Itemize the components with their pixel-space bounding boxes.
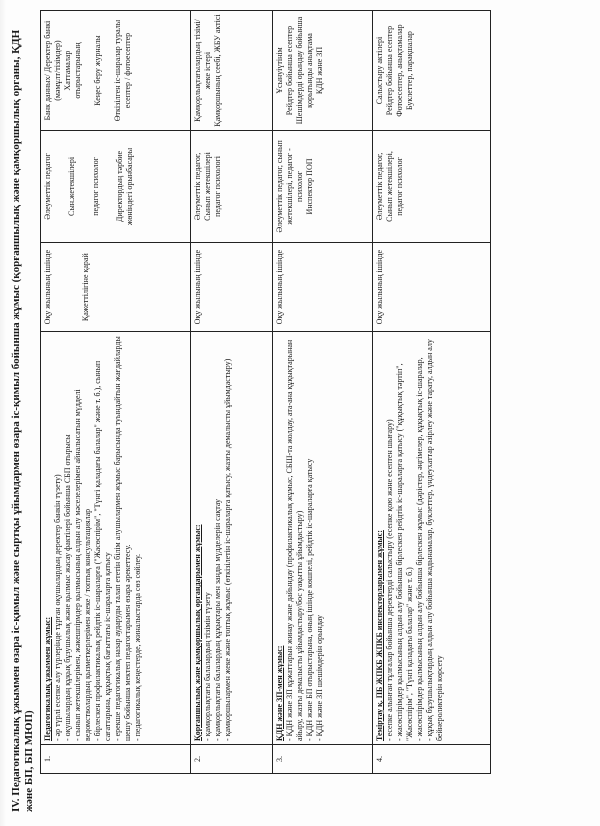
- document-text: Қамқорлықтағылардың тізімі/жеке істері: [193, 19, 212, 122]
- activity-line: - әр түрлі есепке алу түрлерінде тұрған оқушылардың деректер банкін түзету): [53, 474, 62, 742]
- term-text: Оқу жылының ішінде: [193, 249, 202, 325]
- activity-line: - құқық бұзушылықтардың алдын алу бойынша жадынамалар, буклеттер, үндеухаттар әзірлеу және тарату, алдын алу бейнероликтерін көрсету: [425, 339, 444, 742]
- document-text: Кеңес беру журналы: [93, 35, 102, 106]
- responsible-text: Сын.жетекшілері: [67, 156, 76, 216]
- activity-line: - қамқорлықтағы балалардың құқықтары мен заңды мүдделерін сақтау: [213, 499, 222, 742]
- document-text: Рейдтер бойынша есептер: [285, 25, 294, 116]
- activity-line: - ҚДН және ЗП құжаттарын жинау және дайындау (профилактикалық жұмыс, СБШ-та жолдау, ата-ана құқықтарынан айыру, жазғы демалысты ұйымдастыру/бос уақытты ұйымдастыру): [285, 339, 304, 742]
- row-number: 2.: [191, 745, 273, 774]
- activity-line: - ҚДН және БП отырыстарына, оның ішінде көшпелі, рейдтік іс-шараларға қатысу: [305, 458, 314, 742]
- activity-heading: Қорғаншылық және қамқоршылық органдарымен жұмыс:: [193, 524, 202, 742]
- term-text: [53, 246, 67, 329]
- spacer: [83, 14, 93, 127]
- document-cell: [273, 11, 373, 131]
- activity-line: - бірлескен профилактикалық рейдтік іс-шараларға ("Жасөспірім", "Түнгі қаладағы балалар" және т. б.), сынып сағаттарына, құқықтық бағыттағы іс-шараларға қатысу: [93, 360, 112, 742]
- activity-heading: ҚДН және ЗП-мен жұмыс:: [275, 645, 284, 742]
- activity-cell: [273, 332, 373, 745]
- document-text: Рейдтер бойынша есептер: [385, 25, 394, 116]
- responsible-text: Әлеуметтік педагог,: [375, 152, 384, 221]
- activity-line: - жасөспірімдер қылмысының алдын алу бойынша бірлескен рейдтік іс-шараларға қатысу ("құқықтық тәртіп", "Жасөспірім", "Түнгі қаладағы балалар" және т. б.): [395, 363, 414, 742]
- document-text: ҚДН және ЗП: [315, 46, 324, 95]
- activity-line: - ҚДН және ЗП шешімдерін орындау: [315, 614, 324, 742]
- row-number: 1.: [41, 745, 191, 774]
- term-text: Қажеттілігіне қарай: [81, 253, 90, 322]
- activity-line: - қамқоршылармен жеке және топтық жұмыс (өткізілетін іс-шараларға қатысу, жазғы демалысты ұйымдастыру): [223, 358, 232, 742]
- term-cell: [273, 242, 373, 332]
- responsible-text: педагог психологі: [213, 156, 222, 217]
- document-text: Хаттамалар: [63, 50, 72, 91]
- table-row: [373, 11, 491, 774]
- activity-cell: [373, 332, 491, 745]
- spacer: [77, 134, 91, 239]
- activity-heading: Теміртау қ. ПБ ЖПКБ ЖПКБ инспекторларымен жұмыс:: [375, 530, 384, 742]
- table-row: [41, 11, 191, 774]
- responsible-text: Сынып жетекшілері: [203, 152, 212, 221]
- document-cell: [191, 11, 273, 131]
- document-text: Фотоесептер, анықтамалар: [395, 24, 404, 117]
- activity-line: - педагогикалық кеңестерде, жиналыстарда сөз сөйлеу.: [133, 553, 142, 742]
- activity-line: - ерекше педагогикалық назар аударуды талап ететін білім алушылармен жұмыс барысында туындайтын жағдайларды шешу бойынша мектеп педагогтарымен өзара әрекеттесу.: [113, 336, 132, 742]
- responsible-text: педагог психолог: [395, 157, 404, 216]
- document-cell: [373, 11, 491, 131]
- row-number: 3.: [273, 745, 373, 774]
- table-row: [273, 11, 373, 774]
- responsible-text: Сынып жетекшілері,: [385, 151, 394, 222]
- responsible-cell: [191, 131, 273, 243]
- document-cell: [41, 11, 191, 131]
- term-cell: [373, 242, 491, 332]
- responsible-text: Әлеуметтік педагог: [43, 153, 52, 220]
- responsible-text: Әлеуметтік педагог, сынып жетекшілері, педагог - психолог: [275, 140, 304, 233]
- document-text: Банк данных/ Деректер банкі (мәмұлт/тізімдер): [43, 20, 62, 121]
- table-row: [191, 11, 273, 774]
- activity-cell: [191, 332, 273, 745]
- activity-heading: Педагогикалық ұжыммен жұмыс:: [43, 616, 52, 742]
- spacer: [101, 134, 115, 239]
- row-number: 4.: [373, 745, 491, 774]
- document-text: Қамқоршының сеебі, ЖБУ актісі: [213, 14, 222, 127]
- responsible-text: Әлеуметтік педагог,: [193, 152, 202, 221]
- activity-cell: [41, 332, 191, 745]
- spacer: [103, 14, 113, 127]
- document-text: Салыстыру актілері: [375, 36, 384, 105]
- spacer: [53, 134, 67, 239]
- term-text: [67, 246, 81, 329]
- section-title: IV. Педагогикалық ұжыммен өзара іс-қимыл және сыртқы ұйымдармен өзара іс-қимыл бойынша жұмыс (қорғаншылық және қамқоршылық органы, ҚДН және БП, БП МЮП): [10, 29, 35, 812]
- work-plan-table: [40, 10, 491, 774]
- responsible-text: Директордың тәрбие жөніндегі орынбасары: [115, 147, 134, 226]
- term-text: Оқу жылының ішінде: [275, 249, 284, 325]
- responsible-cell: [41, 131, 191, 243]
- responsible-cell: [373, 131, 491, 243]
- document-text: отырыстарының: [73, 42, 82, 99]
- activity-line: - есепке алынған тұлғалар бойынша деректерді салыстыру (есепке қою және есептен шығару): [385, 419, 394, 742]
- responsible-cell: [273, 131, 373, 243]
- term-text: Оқу жылының ішінде: [43, 249, 52, 325]
- document-text: Өткізілген іс-шаралар туралы есептер / фотоесептер: [113, 19, 132, 122]
- term-text: Оқу жылының ішінде: [375, 249, 384, 325]
- responsible-text: Инспектор ПОП: [305, 158, 314, 215]
- term-cell: [41, 242, 191, 332]
- responsible-text: педагог психолог: [91, 157, 100, 216]
- activity-line: - жасөспірімдер қылмысының алдын алу бойынша бірлескен жұмыс (дәрістер, әңгімелер, құқықтық іс-шаралар,: [415, 357, 424, 742]
- document-text: Шешімдерді орындау бойынша қорытынды анықтама: [295, 16, 314, 125]
- activity-line: - сынып жетекшілерімен, жәкешпірмдер қылмысының алдын алу мәселелерімен айналысатын мүдделі ведомстволардың қызметкерлерімен жеке / топтық консультациялар: [73, 389, 92, 742]
- activity-line: - оқушылардың құқық бұзушылық және қылмыс жасау фактілері бойынша СБП отырысы: [63, 434, 72, 742]
- document-text: Ұсынуіүтінім: [275, 47, 284, 94]
- document-text: Буклеттер, парақшалар: [405, 31, 414, 111]
- activity-line: - қамқорлықтағы балалардың тізімін түзету: [203, 592, 212, 742]
- term-cell: [191, 242, 273, 332]
